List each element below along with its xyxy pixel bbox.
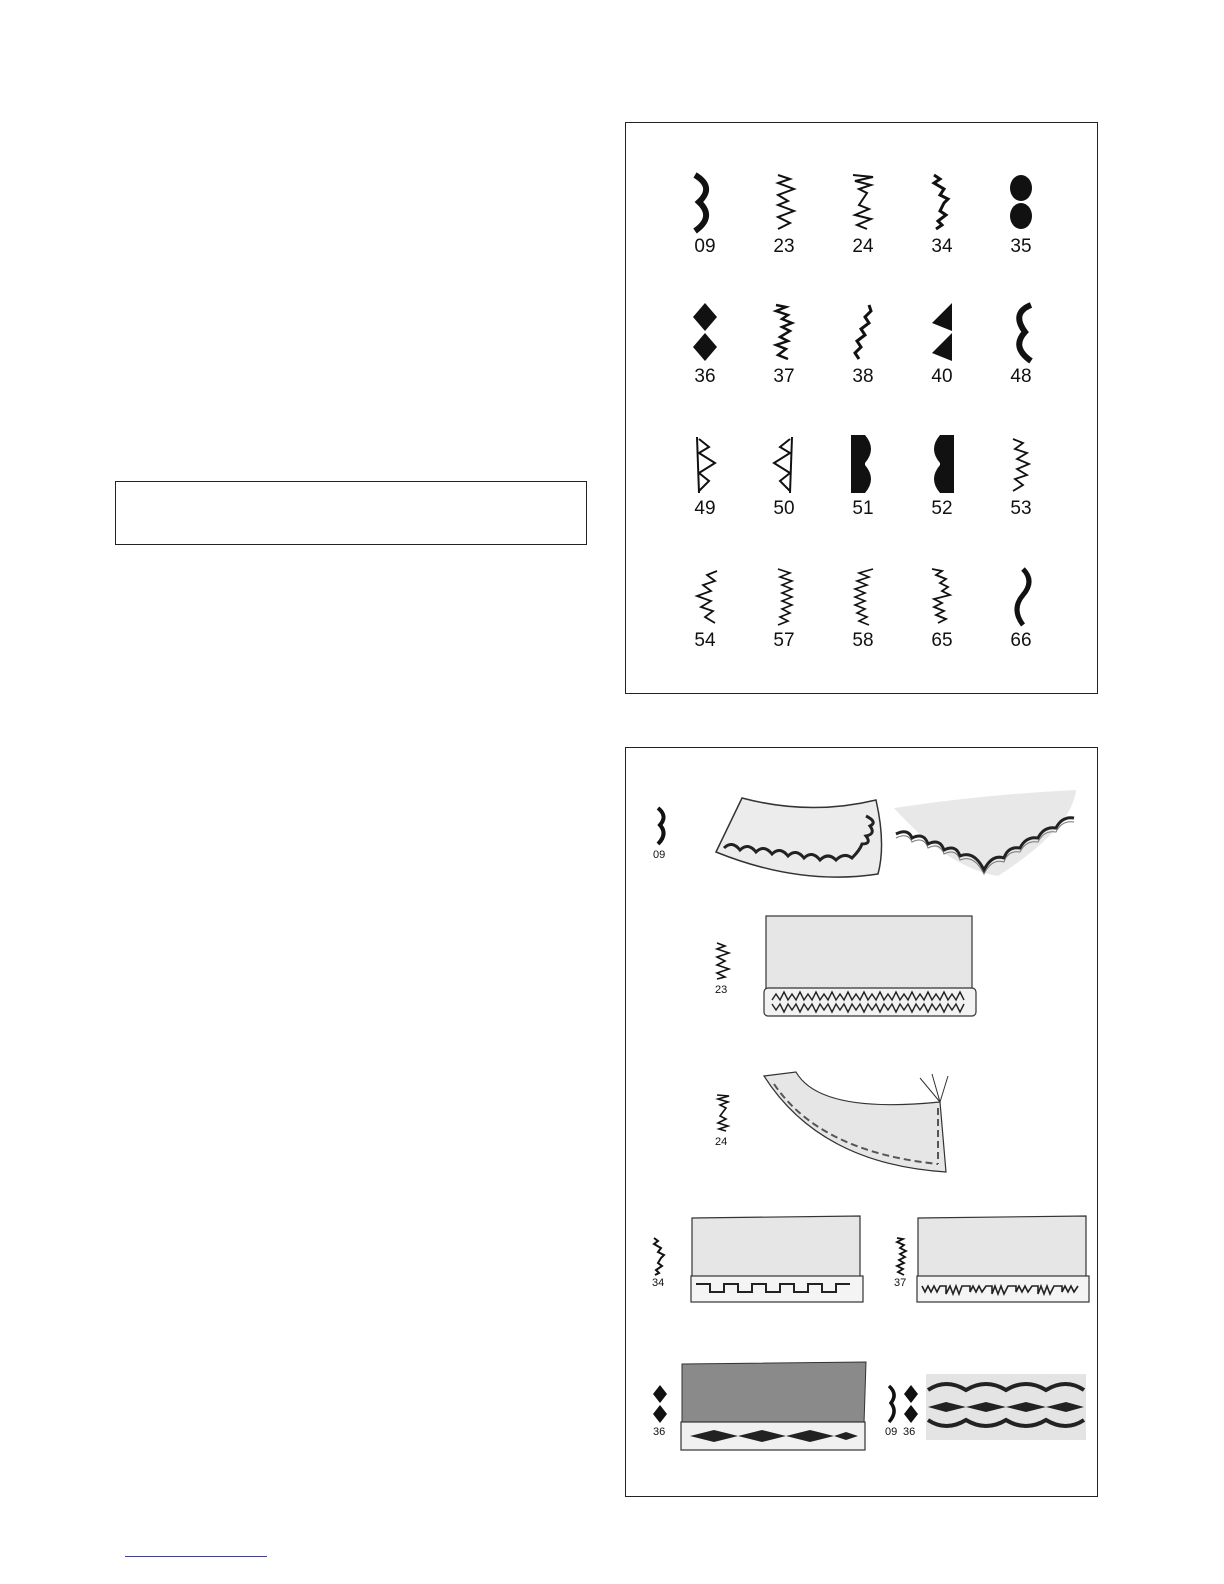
stitch-66	[991, 565, 1051, 651]
stitch-number: 53	[1010, 498, 1032, 519]
stitch-number: 48	[1010, 366, 1032, 387]
example-label-combo-36: 36	[903, 1426, 916, 1438]
stitch-50	[754, 433, 814, 519]
note-box	[115, 481, 587, 545]
stitch-65-icon	[922, 565, 962, 629]
stitch-51-icon	[843, 433, 883, 497]
example-label-09: 09	[653, 849, 666, 861]
stitch-34	[912, 171, 972, 257]
example-label-34: 34	[652, 1277, 665, 1289]
stitch-number: 49	[694, 498, 716, 519]
stitch-number: 35	[1010, 236, 1032, 257]
stitch-37	[754, 301, 814, 387]
stitch-58	[833, 565, 893, 651]
stitch-54	[675, 565, 735, 651]
stitch-65	[912, 565, 972, 651]
stitch-24-small-icon	[714, 1093, 732, 1133]
stitch-48-icon	[1001, 301, 1041, 365]
stitch-number: 52	[931, 498, 953, 519]
stitch-40-icon	[922, 301, 962, 365]
stitch-examples-panel	[625, 747, 1098, 1497]
stitch-09-icon	[685, 171, 725, 235]
stitch-38	[833, 301, 893, 387]
stitch-23-small-icon	[713, 941, 731, 981]
collar-24-illustration	[760, 1068, 956, 1178]
stitch-35	[991, 171, 1051, 257]
stitch-66-icon	[1001, 565, 1041, 629]
stitch-58-icon	[843, 565, 883, 629]
stitch-number: 66	[1010, 630, 1032, 651]
band-34-illustration	[690, 1214, 866, 1304]
shawl-scallop-illustration	[888, 788, 1083, 888]
stitch-number: 23	[773, 236, 795, 257]
footer-link-underline[interactable]	[125, 1556, 267, 1557]
stitch-34-icon	[922, 171, 962, 235]
example-label-36: 36	[653, 1426, 666, 1438]
example-label-24: 24	[715, 1136, 728, 1148]
stitch-34-small-icon	[651, 1236, 667, 1276]
stitch-number: 50	[773, 498, 795, 519]
stitch-37-icon	[764, 301, 804, 365]
stitch-number: 38	[852, 366, 874, 387]
stitch-number: 09	[694, 236, 716, 257]
stitch-53-icon	[1001, 433, 1041, 497]
stitch-number: 40	[931, 366, 953, 387]
stitch-52	[912, 433, 972, 519]
stitch-49-icon	[685, 433, 725, 497]
stitch-35-icon	[1001, 171, 1041, 235]
stitch-number: 34	[931, 236, 953, 257]
band-37-illustration	[916, 1214, 1092, 1304]
stitch-24-icon	[843, 171, 883, 235]
stitch-51	[833, 433, 893, 519]
stitch-36-small-icon	[652, 1384, 668, 1424]
stitch-24	[833, 171, 893, 257]
band-36-illustration	[678, 1360, 868, 1452]
stitch-number: 65	[931, 630, 953, 651]
stitch-52-icon	[922, 433, 962, 497]
stitch-36-icon	[685, 301, 725, 365]
example-label-combo-09: 09	[885, 1426, 898, 1438]
stitch-40	[912, 301, 972, 387]
stitch-49	[675, 433, 735, 519]
stitch-37-small-icon	[894, 1236, 910, 1276]
stitch-number: 36	[694, 366, 716, 387]
stitch-number: 24	[852, 236, 874, 257]
stitch-50-icon	[764, 433, 804, 497]
collar-scallop-illustration	[710, 788, 890, 888]
stitch-23	[754, 171, 814, 257]
stitch-09-small-icon	[654, 806, 670, 846]
stitch-36	[675, 301, 735, 387]
stitch-57	[754, 565, 814, 651]
stitch-09-36-combo-icon	[886, 1384, 920, 1424]
stitch-57-icon	[764, 565, 804, 629]
stitch-number: 37	[773, 366, 795, 387]
example-label-23: 23	[715, 984, 728, 996]
stitch-number: 51	[852, 498, 874, 519]
example-label-37: 37	[894, 1277, 907, 1289]
combo-band-illustration	[926, 1374, 1086, 1440]
stitch-53	[991, 433, 1051, 519]
stitch-48	[991, 301, 1051, 387]
stitch-number: 57	[773, 630, 795, 651]
stitch-38-icon	[843, 301, 883, 365]
hem-23-illustration	[762, 914, 978, 1020]
stitch-54-icon	[685, 565, 725, 629]
stitch-23-icon	[764, 171, 804, 235]
stitch-09	[675, 171, 735, 257]
stitch-number: 54	[694, 630, 716, 651]
stitch-number: 58	[852, 630, 874, 651]
stitch-pattern-chart	[625, 122, 1098, 694]
